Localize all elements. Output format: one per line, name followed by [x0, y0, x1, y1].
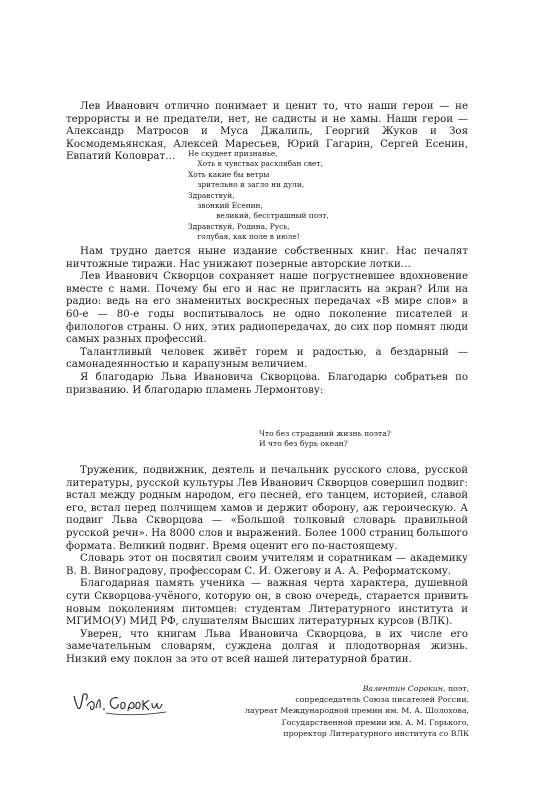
quote-line: И что без бурь океан?: [259, 439, 348, 449]
intro-text: Лев Иванович отлично понимает и ценит то, что наши герои — не террористы и не предатели, нет, не садисты и не хамы. Наши герои — Александр Матросов и Муса Джалиль, Георгий Жуков и Зоя Космодемьянская, Алексей Маресьев, Юрий Гагарин, Сергей Есенин, Евпатий Коловрат…: [66, 101, 468, 163]
paragraph: Словарь этот он посвятил своим учителям и соратникам — академику В. В. Виноградову, профессорам С. И. Ожегову и А. А. Реформатскому.: [66, 553, 468, 577]
author-title-line: лауреат Международной премии им. М. А. Шолохова,: [245, 706, 469, 716]
poem-line: Здравствуй, Родина, Русь,: [188, 221, 290, 231]
paragraph: Лев Иванович Скворцов сохраняет наше погрустневшее вдохновение вместе с нами. Почему бы его и нас не пригласить на экран? Или на радио: ведь на его знаменитых воскресных передачах «В мире слов» в 60-е — 80-е годы воспитывалось не одно поколение писателей и филологов страны. О них, этих радиопередачах, до сих пор помнят люди самых разных профессий.: [66, 271, 468, 346]
paragraph-group-a: [66, 246, 468, 397]
poem-line: Хоть какие бы ветры: [188, 169, 270, 179]
lermontov-quote: [259, 429, 459, 450]
author-name: Валентин Сорокин,: [362, 684, 446, 693]
poem-line: Не скудеет признанье,: [188, 149, 278, 158]
paragraph: Труженик, подвижник, деятель и печальник русского слова, русской литературы, русской культуры Лев Иванович Скворцов совершил подвиг: встал между родным народом, его песней, его танцем, историей, славой его, встал перед полчищем хамов и держит оборону, аж героическую. А подвиг Льва Скворцова — «Большой толковый словарь правильной русской речи». На 8000 слов и выражений. Более 1000 страниц большого формата. Великий подвиг. Время оценит его по-настоящему.: [66, 465, 468, 552]
poem-line: голубая, как поле в июле!: [188, 232, 300, 242]
quote-line: Что без страданий жизнь поэта?: [259, 429, 391, 438]
poem-line: великий, бесстрашный поэт,: [188, 211, 329, 221]
poem-block: [188, 149, 398, 243]
poem-line: Здравствуй,: [188, 190, 235, 200]
poem-line: Хоть в чувствах расхлябан свет,: [188, 159, 323, 169]
handwritten-signature: [70, 686, 172, 718]
author-name-line: [240, 683, 469, 694]
author-title-line: проректор Литературного института со ВЛК: [283, 728, 469, 738]
author-signature-block: [240, 683, 469, 739]
author-title-line: сопредседатель Союза писателей России,: [295, 695, 469, 705]
author-title-line: Государственной премии им. А. М. Горького,: [281, 717, 469, 727]
paragraph: Уверен, что книгам Льва Ивановича Скворцова, в их числе его замечательным словарям, суждена долгая и плодотворная жизнь. Низкий ему поклон за это от всей нашей литературной братии.: [66, 628, 468, 665]
paragraph: Благодарная память ученика — важная черта характера, душевной сути Скворцова-учёного, которую он, в свою очередь, старается привить новым поколениям питомцев: студентам Литературного института и МГИМО(У) МИД РФ, слушателям Высших литературных курсов (ВЛК).: [66, 578, 468, 628]
poem-line: звонкий Есенин,: [188, 201, 263, 211]
paragraph: Я благодарю Льва Ивановича Скворцова. Благодарю собратьев по призванию. И благодарю пламень Лермонтову:: [66, 371, 468, 396]
paragraph-group-b: [66, 465, 468, 667]
paragraph: Нам трудно дается ныне издание собственных книг. Нас печалят ничтожные тиражи. Нас унижают позерные авторские лотки…: [66, 246, 468, 270]
paragraph: Талантливый человек живёт горем и радостью, а бездарный — самонадеянностью и карапузным величием.: [66, 346, 468, 371]
author-role: поэт,: [447, 684, 469, 693]
poem-line: зрительно и загло ни дули,: [188, 180, 305, 190]
